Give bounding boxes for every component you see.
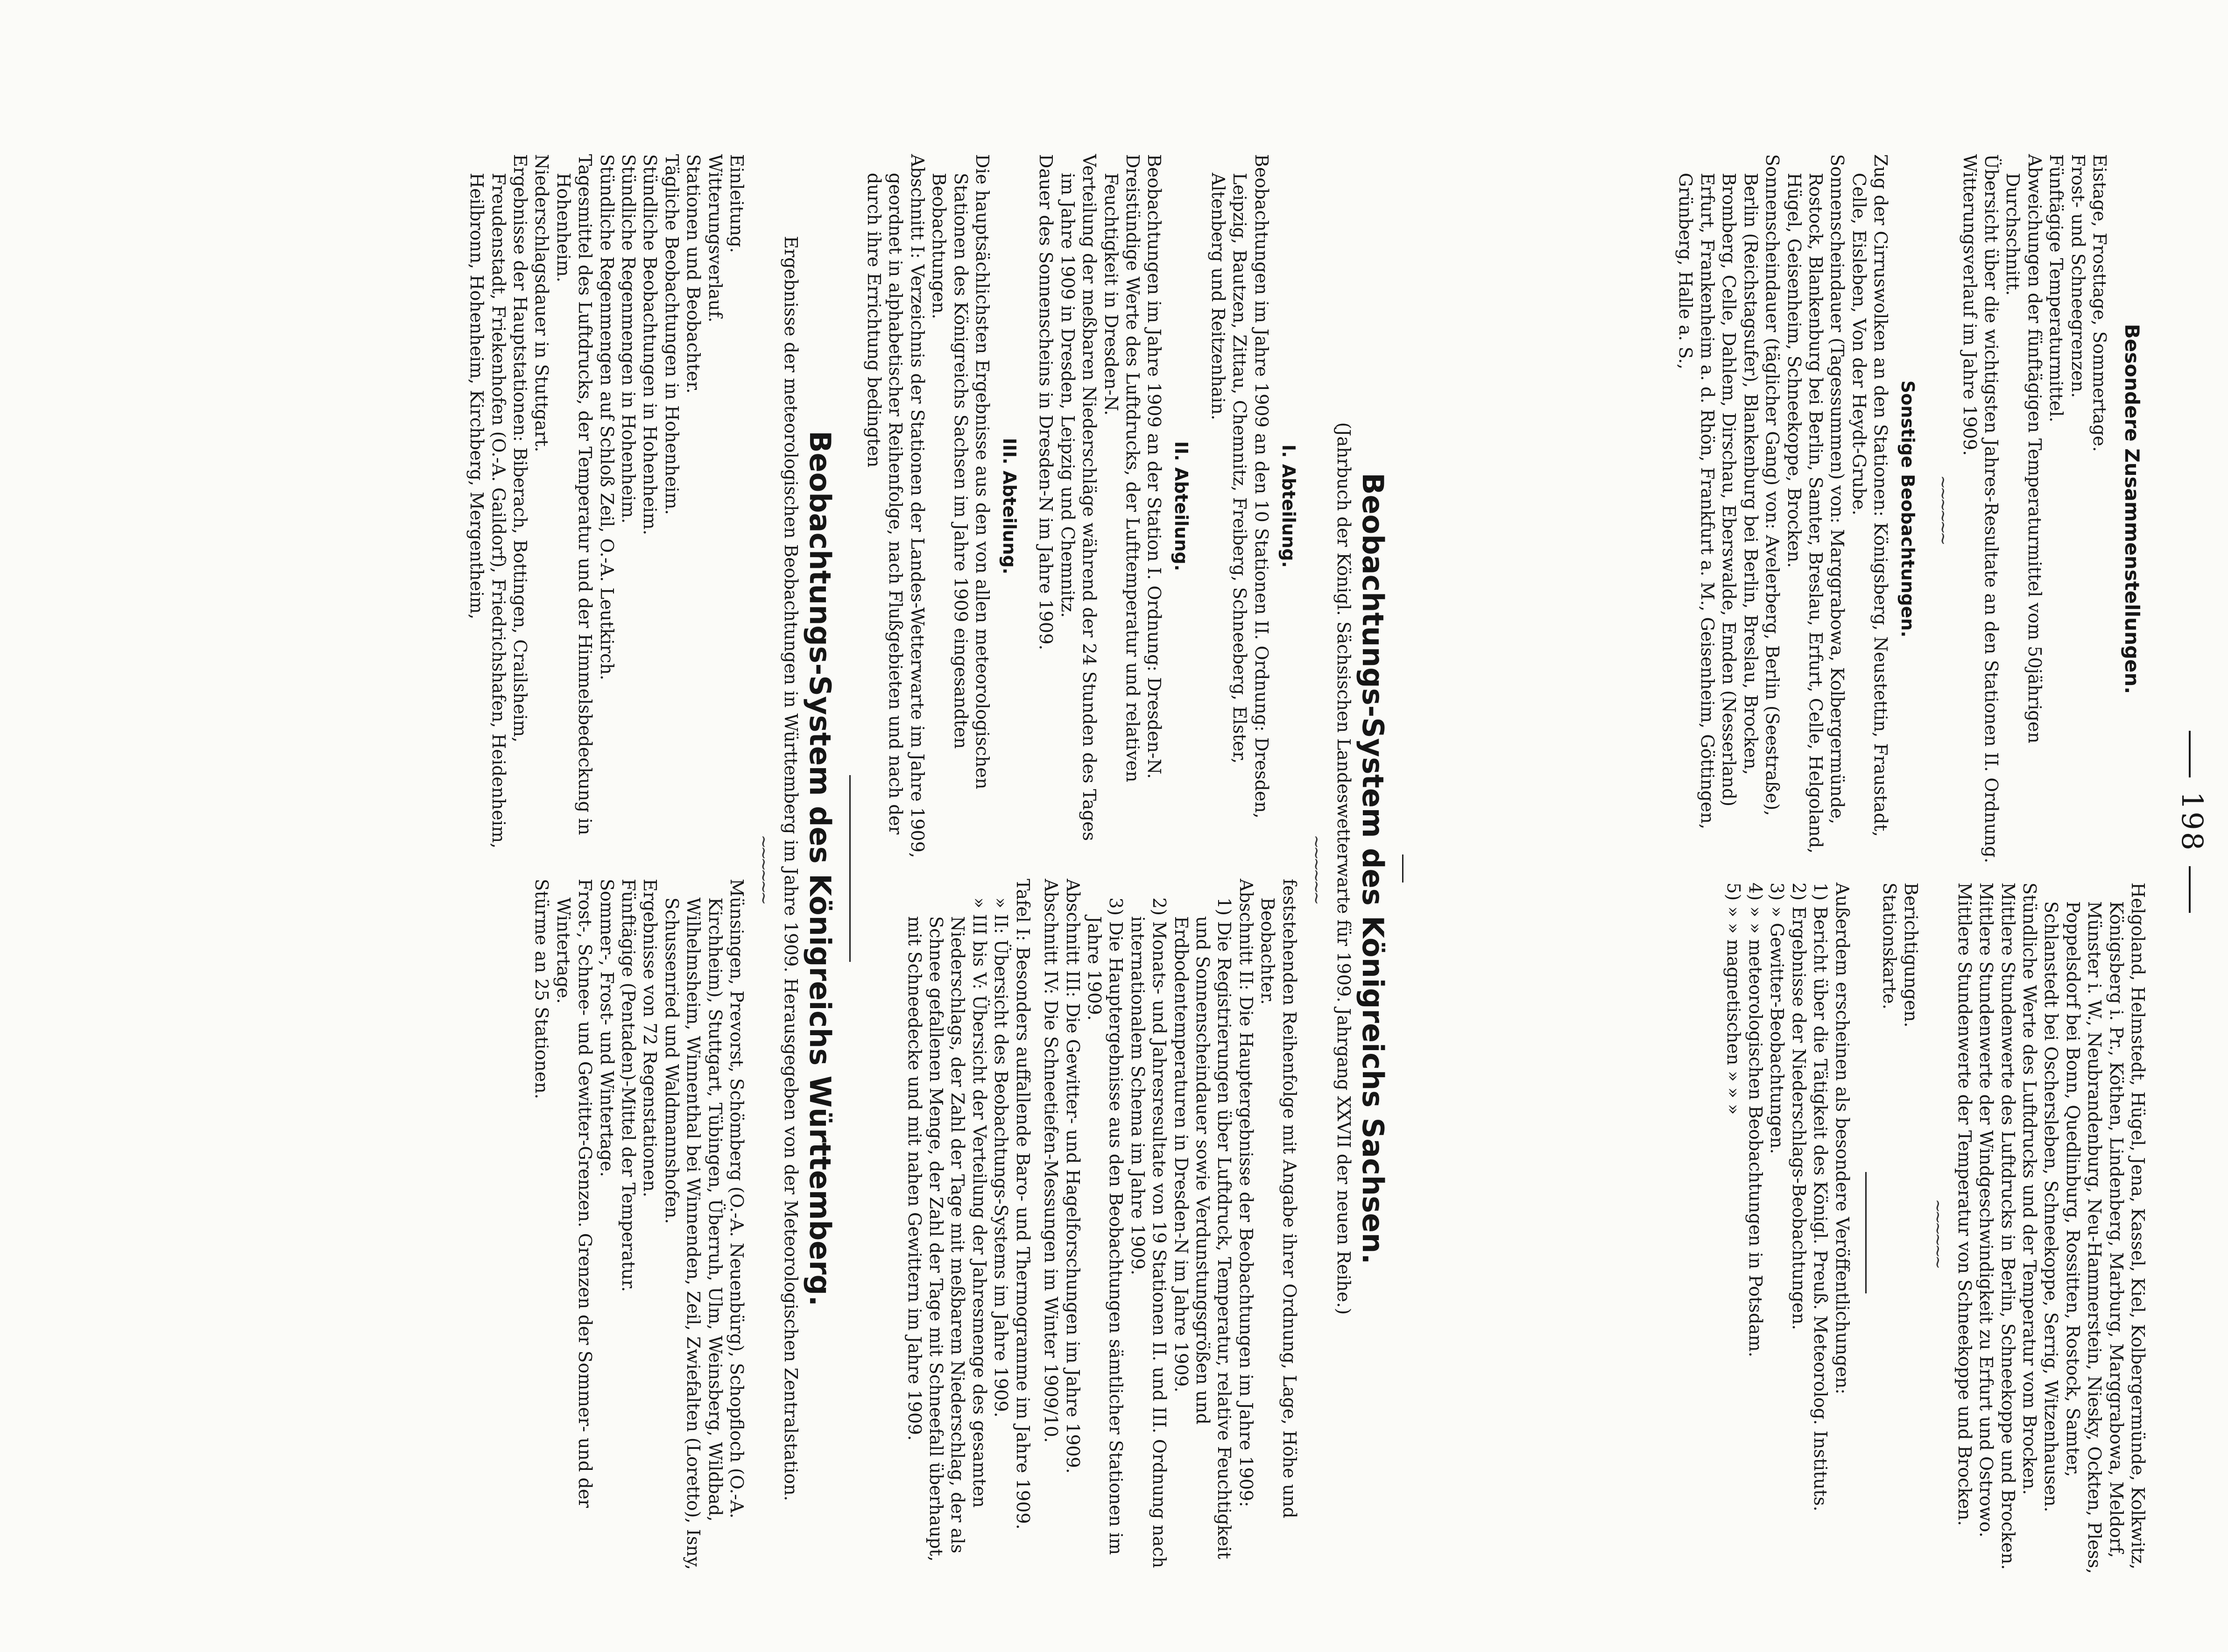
list-item: Fünftägige Temperaturmittel. [2046,154,2067,423]
page-number [2175,612,2209,1032]
wuerttemberg-right [466,879,747,1583]
list-item: Mittlere Stundenwerte der Temperatur von Schneekoppe und Brocken. [1954,882,1975,1526]
list-item: Niederschlagsdauer in Stuttgart. [531,154,552,452]
list-item: Zug der Cirruswolken an den Stationen: Königsberg, Neustettin, Fraustadt, Celle, Eisleben, Von der Heydt-Grube. [1848,154,1891,837]
list-item: Dreistündige Werte des Luftdrucks, der Lufttemperatur und relativen Feuchtigkeit in Dresden-N. [1100,154,1143,783]
list-item: Berichtigungen. [1901,882,1922,1028]
list-item: Stationskarte. [1879,882,1900,1010]
list-item: Tägliche Beobachtungen in Hohenheim. [661,154,682,515]
list-item: Verteilung der meßbaren Niederschläge während der 24 Stunden des Tages im Jahre 1909 in Dresden, Leipzig und Chemnitz. [1057,154,1100,841]
paragraph: Beobachtungen im Jahre 1909 an den 10 Stationen II. Ordnung: Dresden, Leipzig, Bautzen, Zittau, Chemnitz, Freiberg, Schneeberg, Elster, Altenberg und Reitzenhain. [1207,154,1272,819]
abteilung-1-heading: I. Abteilung. [1278,444,1299,568]
list-item: Eistage, Frosttage, Sommertage. [2089,154,2110,452]
list-item: Frost-, Schnee- und Gewitter-Grenzen. Grenzen der Sommer- und der Wintertage. [553,879,596,1508]
list-item: Mittlere Stundenwerte der Windgeschwindigkeit zu Erfurt und Ostrowo. [1976,882,1997,1538]
list-item: Sommer-, Frost- und Wintertage. [596,879,617,1177]
list-item: Tafel I: Besonders auffallende Baro- und Thermogramme im Jahre 1909. [1012,879,1033,1530]
list-item: Abweichungen der fünftägigen Temperaturmittel vom 50jährigen Durchschnitt. [2002,154,2045,744]
wuerttemberg-columns [466,154,747,1583]
subtitle-sachsen: (Jahrbuch der Königl. Sächsischen Landeswetterwarte für 1909. Jahrgang XXVII der neuen Reihe.) [1333,422,1354,1315]
page-number-rule-left [2189,731,2191,777]
lower-sections [466,154,1416,1583]
list-item: Beobachtungen im Jahre 1909 an der Station I. Ordnung: Dresden-N. [1144,154,1165,779]
list-item: » II: Übersicht des Beobachtungs-Systems im Jahre 1909. [991,897,1012,1418]
title-sachsen: Beobachtungs-System des Königreichs Sachsen. [1356,473,1390,1264]
list-item: Mittlere Stundenwerte des Luftdrucks in Berlin, Schneekoppe und Brocken. [1997,882,2018,1570]
list-item: Sonnenscheindauer (Tagessummen) von: Marggrabowa, Kolbergermünde, Rostock, Blankenburg bei Berlin, Samter, Breslau, Erfurt, Celle, Helgoland, Hügel, Geisenheim, Schneekoppe, Brocken. [1784,154,1848,854]
page-number-text: 198 [2175,791,2209,853]
list-item: Stündliche Beobachtungen in Hohenheim. [640,154,661,536]
right-column [1723,882,2149,1583]
publications-intro: Außerdem erscheinen als besondere Veröffentlichungen: [1832,882,1853,1395]
list-item: Stündliche Regenmengen in Hohenheim. [618,154,639,524]
publication-item: 1) Bericht über die Tätigkeit des Königl. Preuß. Meteorolog. Instituts. [1810,882,1831,1511]
short-rule [1402,854,1403,882]
list-item: Ergebnisse der Hauptstationen: Biberach, Bottingen, Crailsheim, Freudenstadt, Friekenhofen (O.-A. Gaildorf), Friedrichshafen, Heidenheim, Heilbronn, Hohenheim, Kirchberg, Mergentheim, [466,154,531,849]
list-item: Sonnenscheindauer (täglicher Gang) von: Avelerberg, Berlin (Seestraße), Berlin (Reichstagsufer), Blankenburg bei Berlin, Breslau, Brocken, Bromberg, Celle, Dahlem, Dirschau, Eberswalde, Emden (Nesserland) Erfurt, Frankenheim a. d. Rhön, Frankfurt a. M., Geisenheim, Göttingen, Grünberg, Halle a. S., [1675,154,1783,830]
list-item: Tagesmittel des Luftdrucks, der Temperatur und der Himmelsbedeckung in Hohenheim. [553,154,596,835]
sachsen-columns [863,154,1300,1583]
publication-item: 3) » Gewitter-Beobachtungen. [1767,882,1788,1154]
section-heading-sonstige: Sonstige Beobachtungen. [1897,380,1918,638]
section-heading-besondere: Besondere Zusammenstellungen. [2121,324,2143,694]
list-item: Abschnitt II: Die Hauptergebnisse der Beobachtungen im Jahre 1909: [1235,879,1256,1507]
subtitle-wuerttemberg: Ergebnisse der meteorologischen Beobachtungen in Württemberg im Jahre 1909. Herausgegeben von der Meteorologischen Zentralstation. [781,236,802,1501]
left-column [1675,154,2149,864]
sachsen-right [863,879,1300,1583]
publication-item: 5) » » magnetischen » » » [1723,882,1744,1115]
list-item: Abschnitt III: Die Gewitter- und Hagelforschungen im Jahre 1909. [1062,879,1083,1474]
list-item: Stündliche Werte des Luftdrucks und der Temperatur vom Brocken. [2019,882,2040,1495]
list-item: Übersicht über die wichtigsten Jahres-Resultate an den Stationen II. Ordnung. [1981,154,2002,863]
sachsen-left [863,154,1300,858]
list-item: Witterungsverlauf. [705,154,726,323]
ornament-divider: ~~~~~~ [754,834,774,903]
ornament-divider: ~~~~~~ [1928,1199,1948,1267]
list-item: » III bis V: Übersicht der Verteilung der Jahresmenge des gesamten Niederschlags, der Zahl der Tage mit meßbarem Niederschlag, der als Schnee gefallenen Menge, der Zahl der Tage mit Schneefall überhaupt, mit Schneedecke und mit nahen Gewittern im Jahre 1909. [904,897,990,1562]
ornament-divider: ~~~~~~ [1933,475,1953,543]
list-item-continuation: Helgoland, Helmstedt, Hügel, Jena, Kassel, Kiel, Kolbergermünde, Kolkwitz, Königsberg i. Pr., Köthen, Lindenberg, Marburg, Marggrabowa, Meldorf, Münster i. W., Neubrandenburg, Neu-Hammerstein, Niesky, Ockten, Pless, Poppelsdorf bei Bonn, Quedlinburg, Rossitten, Rostock, Samter, Schlanstedt bei Oschersleben, Schneekoppe, Serrig, Witzenhausen. [2041,882,2148,1574]
abteilung-2-heading: II. Abteilung. [1171,441,1192,572]
list-item: 3) Die Hauptergebnisse aus den Beobachtungen sämtlicher Stationen im Jahre 1909. [1084,897,1127,1555]
list-item: Stationen und Beobachter. [683,154,704,394]
list-item: Münsingen, Prevorst, Schömberg (O.-A. Neuenbürg), Schopfloch (O.-A. Kirchheim), Stuttgart, Tübingen, Überruh, Ulm, Weinsberg, Wildbad, Wilhelmsheim, Winnenthal bei Winnenden, Zeil, Zwiefalten (Loretto), Isny, Schussenried und Waldmannshofen. [661,879,747,1570]
list-item: Fünftägige (Pentaden)-Mittel der Temperatur. [618,879,639,1292]
list-item: Ergebnisse von 72 Regenstationen. [640,879,661,1198]
list-item: 1) Die Registrierungen über Luftdruck, Temperatur, relative Feuchtigkeit und Sonnenscheindauer sowie Verdunstungsgrößen und Erdbodentemperaturen in Dresden-N im Jahre 1909. [1170,897,1235,1559]
list-item: Dauer des Sonnenscheins in Dresden-N im Jahre 1909. [1036,154,1057,650]
page-number-rule-right [2189,866,2191,913]
list-item: feststehenden Reihenfolge mit Angabe ihrer Ordnung, Lage, Höhe und Beobachter. [1257,879,1300,1518]
paragraph: Abschnitt I: Verzeichnis der Stationen der Landes-Wetterwarte im Jahre 1909, geordnet in alphabetischer Reihenfolge, nach Flußgebieten und nach der durch ihre Errichtung bedingten [863,154,928,858]
separator-rule [1865,1172,1867,1293]
list-item: Witterungsverlauf im Jahre 1909. [1959,154,1980,456]
publication-item: 2) Ergebnisse der Niederschlags-Beobachtungen. [1788,882,1809,1330]
separator-rule [850,775,851,962]
list-item: Abschnitt IV: Die Schneetiefen-Messungen im Winter 1909/10. [1041,879,1062,1443]
list-item: Stürme an 25 Stationen. [531,879,552,1099]
wuerttemberg-left [466,154,747,858]
ornament-divider: ~~~~~~ [1306,834,1326,903]
list-item: 2) Monats- und Jahresresultate von 19 Stationen II. und III. Ordnung nach internationalem Schema im Jahre 1909. [1127,897,1170,1568]
list-item: Einleitung. [726,154,747,253]
list-item: Stündliche Regenmengen auf Schloß Zeil, O.-A. Leutkirch. [596,154,617,680]
paragraph: Die hauptsächlichsten Ergebnisse aus den von allen meteorologischen Stationen des Königreichs Sachsen im Jahre 1909 eingesandten Beobachtungen. [929,154,993,790]
title-wuerttemberg: Beobachtungs-System des Königreichs Württemberg. [803,431,838,1306]
publication-item: 4) » » meteorologischen Beobachtungen in Potsdam. [1745,882,1766,1357]
list-item: Frost- und Schneegrenzen. [2067,154,2088,398]
abteilung-3-heading: III. Abteilung. [999,438,1020,575]
